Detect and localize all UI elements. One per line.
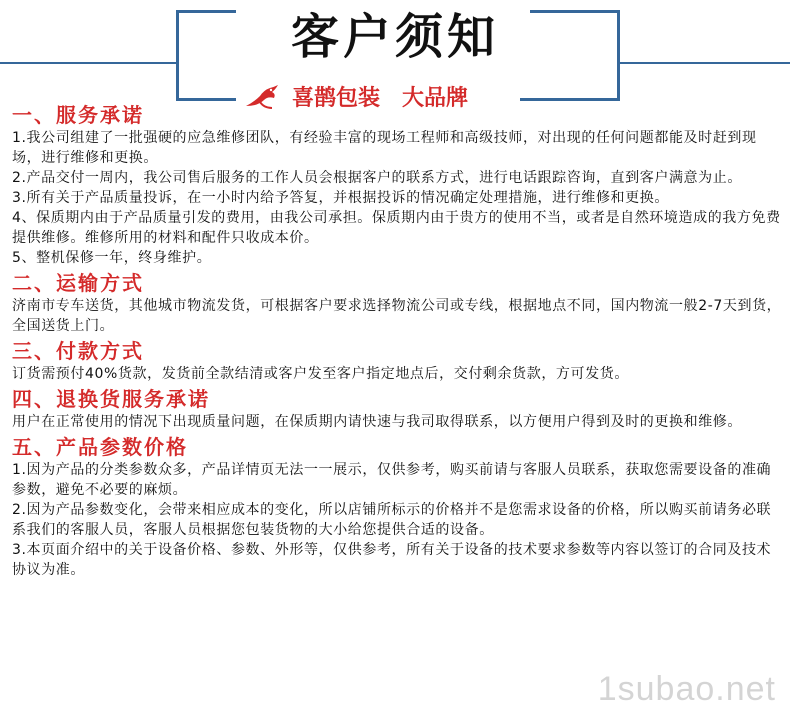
section-paragraph: 用户在正常使用的情况下出现质量问题，在保质期内请快速与我司取得联系，以方便用户得到及时的更换和维修。 [12,414,742,430]
section-paragraph: 济南市专车送货，其他城市物流发货，可根据客户要求选择物流公司或专线，根据地点不同，国内物流一般2-7天到货，全国送货上门。 [12,298,782,334]
section-shipping [12,270,784,336]
page-title: 客户须知 [290,9,499,65]
section-heading: 四、退换货服务承诺 [12,387,210,411]
section-paragraph: 3.所有关于产品质量投诉，在一小时内给予答复，并根据投诉的情况确定处理措施，进行维修和更换。 [12,190,669,206]
frame-line-bottom-right [520,98,620,101]
section-paragraph: 3.本页面介绍中的关于设备价格、参数、外形等，仅供参考，所有关于设备的技术要求参数等内容以签订的合同及技术协议为准。 [12,542,772,578]
section-paragraph: 2.因为产品参数变化，会带来相应成本的变化，所以店铺所标示的价格并不是您需求设备的价格，所以购买前请务必联系我们的客服人员，客服人员根据您包装货物的大小给您提供合适的设备。 [12,502,772,538]
section-returns [12,386,784,432]
section-heading: 一、服务承诺 [12,103,144,127]
section-product-parameters [12,434,784,580]
section-paragraph: 5、整机保修一年，终身维护。 [12,250,212,266]
section-payment [12,338,784,384]
header [0,0,790,112]
section-paragraph: 4、保质期内由于产品质量引发的费用，由我公司承担。保质期内由于贵方的使用不当，或者是自然环境造成的我方免费提供维修。维修所用的材料和配件只收成本价。 [12,210,781,246]
brand-slogan: 大品牌 [402,85,469,111]
section-paragraph: 2.产品交付一周内，我公司售后服务的工作人员会根据客户的联系方式，进行电话跟踪咨询，直到客户满意为止。 [12,170,742,186]
brand-name: 喜鹊包装 [292,85,381,111]
section-paragraph: 订货需预付40%货款，发货前全款结清或客户发至客户指定地点后，交付剩余货款，方可发货。 [12,366,629,382]
section-heading: 二、运输方式 [12,271,144,295]
section-service-commitment [12,102,784,268]
watermark: 1subao.net [597,670,776,708]
frame-line-bottom-left [176,98,238,101]
section-heading: 三、付款方式 [12,339,144,363]
section-heading: 五、产品参数价格 [12,435,188,459]
section-paragraph: 1.我公司组建了一批强硬的应急维修团队，有经验丰富的现场工程师和高级技师，对出现的任何问题都能及时赶到现场，进行维修和更换。 [12,130,757,166]
notice-content [12,102,784,582]
section-paragraph: 1.因为产品的分类参数众多，产品详情页无法一一展示，仅供参考，购买前请与客服人员联系，获取您需要设备的准确参数，避免不必要的麻烦。 [12,462,772,498]
